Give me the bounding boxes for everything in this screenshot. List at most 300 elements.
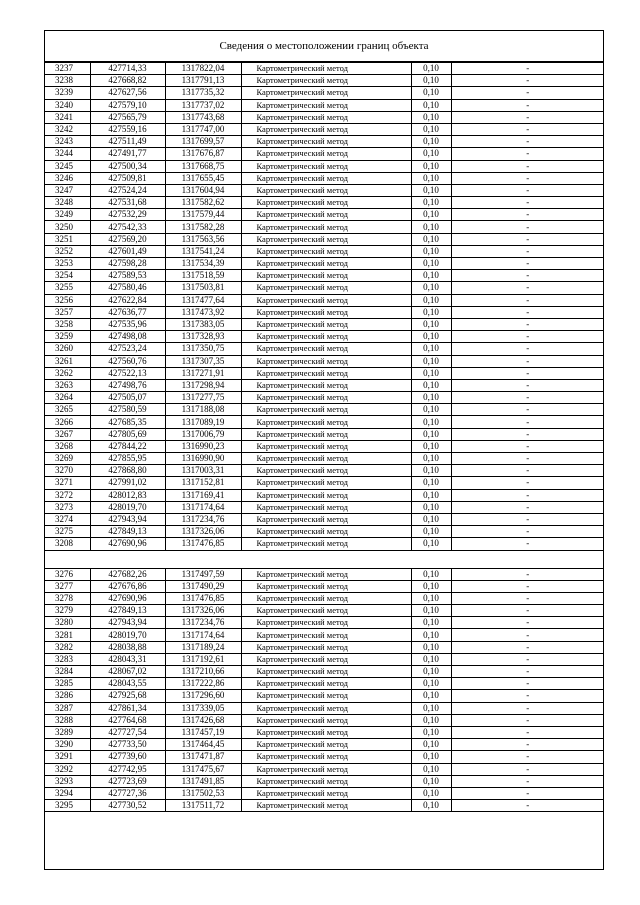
point-number-cell: 3294 <box>45 787 90 799</box>
table-row <box>45 233 604 245</box>
method-cell: Картометрический метод <box>241 726 411 738</box>
note-cell: - <box>451 726 604 738</box>
method-cell: Картометрический метод <box>241 787 411 799</box>
method-cell: Картометрический метод <box>241 172 411 184</box>
point-number-cell: 3240 <box>45 99 90 111</box>
coordinates-table <box>45 62 604 812</box>
method-cell: Картометрический метод <box>241 751 411 763</box>
x-coordinate-cell: 427676,86 <box>90 580 165 592</box>
x-coordinate-cell: 427627,56 <box>90 87 165 99</box>
y-coordinate-cell: 1317457,19 <box>165 726 241 738</box>
note-cell: - <box>451 653 604 665</box>
method-cell: Картометрический метод <box>241 282 411 294</box>
accuracy-cell: 0,10 <box>411 653 451 665</box>
x-coordinate-cell: 427636,77 <box>90 306 165 318</box>
y-coordinate-cell: 1317541,24 <box>165 245 241 257</box>
accuracy-cell: 0,10 <box>411 605 451 617</box>
accuracy-cell: 0,10 <box>411 690 451 702</box>
point-number-cell: 3242 <box>45 123 90 135</box>
table-row <box>45 379 604 391</box>
note-cell: - <box>451 87 604 99</box>
note-cell: - <box>451 538 604 550</box>
table-row <box>45 568 604 580</box>
y-coordinate-cell: 1317296,60 <box>165 690 241 702</box>
table-row <box>45 763 604 775</box>
method-cell: Картометрический метод <box>241 123 411 135</box>
x-coordinate-cell: 427511,49 <box>90 136 165 148</box>
method-cell: Картометрический метод <box>241 605 411 617</box>
method-cell: Картометрический метод <box>241 538 411 550</box>
accuracy-cell: 0,10 <box>411 568 451 580</box>
y-coordinate-cell: 1317307,35 <box>165 355 241 367</box>
x-coordinate-cell: 427589,53 <box>90 270 165 282</box>
y-coordinate-cell: 1317326,06 <box>165 526 241 538</box>
accuracy-cell: 0,10 <box>411 526 451 538</box>
accuracy-cell: 0,10 <box>411 629 451 641</box>
accuracy-cell: 0,10 <box>411 221 451 233</box>
x-coordinate-cell: 427498,76 <box>90 379 165 391</box>
point-number-cell: 3243 <box>45 136 90 148</box>
x-coordinate-cell: 427532,29 <box>90 209 165 221</box>
x-coordinate-cell: 427742,95 <box>90 763 165 775</box>
method-cell: Картометрический метод <box>241 513 411 525</box>
table-row <box>45 629 604 641</box>
x-coordinate-cell: 427727,36 <box>90 787 165 799</box>
method-cell: Картометрический метод <box>241 416 411 428</box>
accuracy-cell: 0,10 <box>411 489 451 501</box>
note-cell: - <box>451 416 604 428</box>
accuracy-cell: 0,10 <box>411 160 451 172</box>
note-cell: - <box>451 690 604 702</box>
table-row <box>45 440 604 452</box>
y-coordinate-cell: 1317169,41 <box>165 489 241 501</box>
y-coordinate-cell: 1317743,68 <box>165 111 241 123</box>
table-row <box>45 678 604 690</box>
note-cell: - <box>451 221 604 233</box>
note-cell: - <box>451 318 604 330</box>
x-coordinate-cell: 427622,84 <box>90 294 165 306</box>
point-number-cell: 3250 <box>45 221 90 233</box>
note-cell: - <box>451 148 604 160</box>
x-coordinate-cell: 427855,95 <box>90 453 165 465</box>
table-row <box>45 605 604 617</box>
y-coordinate-cell: 1317089,19 <box>165 416 241 428</box>
accuracy-cell: 0,10 <box>411 75 451 87</box>
accuracy-cell: 0,10 <box>411 99 451 111</box>
table-row <box>45 690 604 702</box>
x-coordinate-cell: 427569,20 <box>90 233 165 245</box>
y-coordinate-cell: 1317822,04 <box>165 63 241 75</box>
method-cell: Картометрический метод <box>241 111 411 123</box>
y-coordinate-cell: 1317497,59 <box>165 568 241 580</box>
note-cell: - <box>451 775 604 787</box>
table-row <box>45 355 604 367</box>
y-coordinate-cell: 1317579,44 <box>165 209 241 221</box>
note-cell: - <box>451 306 604 318</box>
x-coordinate-cell: 427727,54 <box>90 726 165 738</box>
note-cell: - <box>451 367 604 379</box>
point-number-cell: 3293 <box>45 775 90 787</box>
separator-cell <box>45 550 604 568</box>
x-coordinate-cell: 427849,13 <box>90 526 165 538</box>
x-coordinate-cell: 428012,83 <box>90 489 165 501</box>
method-cell: Картометрический метод <box>241 136 411 148</box>
table-row <box>45 172 604 184</box>
method-cell: Картометрический метод <box>241 197 411 209</box>
note-cell: - <box>451 592 604 604</box>
point-number-cell: 3259 <box>45 331 90 343</box>
y-coordinate-cell: 1317503,81 <box>165 282 241 294</box>
method-cell: Картометрический метод <box>241 343 411 355</box>
point-number-cell: 3270 <box>45 465 90 477</box>
method-cell: Картометрический метод <box>241 87 411 99</box>
accuracy-cell: 0,10 <box>411 392 451 404</box>
point-number-cell: 3267 <box>45 428 90 440</box>
y-coordinate-cell: 1317737,02 <box>165 99 241 111</box>
x-coordinate-cell: 427682,26 <box>90 568 165 580</box>
note-cell: - <box>451 568 604 580</box>
point-number-cell: 3288 <box>45 714 90 726</box>
table-row <box>45 739 604 751</box>
method-cell: Картометрический метод <box>241 592 411 604</box>
y-coordinate-cell: 1317350,75 <box>165 343 241 355</box>
x-coordinate-cell: 427991,02 <box>90 477 165 489</box>
x-coordinate-cell: 427601,49 <box>90 245 165 257</box>
accuracy-cell: 0,10 <box>411 306 451 318</box>
accuracy-cell: 0,10 <box>411 501 451 513</box>
accuracy-cell: 0,10 <box>411 739 451 751</box>
x-coordinate-cell: 427868,80 <box>90 465 165 477</box>
accuracy-cell: 0,10 <box>411 702 451 714</box>
x-coordinate-cell: 427524,24 <box>90 184 165 196</box>
method-cell: Картометрический метод <box>241 379 411 391</box>
method-cell: Картометрический метод <box>241 160 411 172</box>
method-cell: Картометрический метод <box>241 440 411 452</box>
accuracy-cell: 0,10 <box>411 453 451 465</box>
note-cell: - <box>451 739 604 751</box>
note-cell: - <box>451 99 604 111</box>
table-row <box>45 526 604 538</box>
point-number-cell: 3249 <box>45 209 90 221</box>
accuracy-cell: 0,10 <box>411 123 451 135</box>
method-cell: Картометрический метод <box>241 63 411 75</box>
note-cell: - <box>451 245 604 257</box>
y-coordinate-cell: 1317222,86 <box>165 678 241 690</box>
point-number-cell: 3269 <box>45 453 90 465</box>
accuracy-cell: 0,10 <box>411 318 451 330</box>
point-number-cell: 3287 <box>45 702 90 714</box>
y-coordinate-cell: 1317475,67 <box>165 763 241 775</box>
accuracy-cell: 0,10 <box>411 787 451 799</box>
x-coordinate-cell: 427690,96 <box>90 538 165 550</box>
accuracy-cell: 0,10 <box>411 136 451 148</box>
accuracy-cell: 0,10 <box>411 148 451 160</box>
accuracy-cell: 0,10 <box>411 233 451 245</box>
y-coordinate-cell: 1317383,05 <box>165 318 241 330</box>
x-coordinate-cell: 428038,88 <box>90 641 165 653</box>
table-row <box>45 258 604 270</box>
x-coordinate-cell: 427849,13 <box>90 605 165 617</box>
point-number-cell: 3265 <box>45 404 90 416</box>
y-coordinate-cell: 1317271,91 <box>165 367 241 379</box>
table-row <box>45 751 604 763</box>
method-cell: Картометрический метод <box>241 221 411 233</box>
y-coordinate-cell: 1317604,94 <box>165 184 241 196</box>
point-number-cell: 3247 <box>45 184 90 196</box>
accuracy-cell: 0,10 <box>411 343 451 355</box>
note-cell: - <box>451 477 604 489</box>
note-cell: - <box>451 453 604 465</box>
table-row <box>45 513 604 525</box>
y-coordinate-cell: 1317791,13 <box>165 75 241 87</box>
note-cell: - <box>451 136 604 148</box>
method-cell: Картометрический метод <box>241 489 411 501</box>
method-cell: Картометрический метод <box>241 526 411 538</box>
method-cell: Картометрический метод <box>241 355 411 367</box>
accuracy-cell: 0,10 <box>411 428 451 440</box>
y-coordinate-cell: 1317655,45 <box>165 172 241 184</box>
point-number-cell: 3245 <box>45 160 90 172</box>
table-row <box>45 666 604 678</box>
note-cell: - <box>451 666 604 678</box>
note-cell: - <box>451 501 604 513</box>
note-cell: - <box>451 392 604 404</box>
method-cell: Картометрический метод <box>241 739 411 751</box>
table-row <box>45 136 604 148</box>
table-row <box>45 75 604 87</box>
y-coordinate-cell: 1317747,00 <box>165 123 241 135</box>
point-number-cell: 3266 <box>45 416 90 428</box>
accuracy-cell: 0,10 <box>411 678 451 690</box>
point-number-cell: 3208 <box>45 538 90 550</box>
method-cell: Картометрический метод <box>241 270 411 282</box>
x-coordinate-cell: 427531,68 <box>90 197 165 209</box>
point-number-cell: 3241 <box>45 111 90 123</box>
table-row <box>45 653 604 665</box>
table-row <box>45 245 604 257</box>
accuracy-cell: 0,10 <box>411 355 451 367</box>
point-number-cell: 3252 <box>45 245 90 257</box>
table-row <box>45 714 604 726</box>
accuracy-cell: 0,10 <box>411 641 451 653</box>
note-cell: - <box>451 513 604 525</box>
point-number-cell: 3295 <box>45 800 90 812</box>
x-coordinate-cell: 427522,13 <box>90 367 165 379</box>
point-number-cell: 3260 <box>45 343 90 355</box>
method-cell: Картометрический метод <box>241 367 411 379</box>
x-coordinate-cell: 427805,69 <box>90 428 165 440</box>
note-cell: - <box>451 258 604 270</box>
accuracy-cell: 0,10 <box>411 245 451 257</box>
y-coordinate-cell: 1317464,45 <box>165 739 241 751</box>
table-row <box>45 538 604 550</box>
document-frame <box>44 30 604 870</box>
x-coordinate-cell: 427565,79 <box>90 111 165 123</box>
point-number-cell: 3280 <box>45 617 90 629</box>
table-row <box>45 282 604 294</box>
table-row <box>45 99 604 111</box>
method-cell: Картометрический метод <box>241 184 411 196</box>
accuracy-cell: 0,10 <box>411 87 451 99</box>
point-number-cell: 3248 <box>45 197 90 209</box>
table-row <box>45 160 604 172</box>
x-coordinate-cell: 427542,33 <box>90 221 165 233</box>
method-cell: Картометрический метод <box>241 501 411 513</box>
table-row <box>45 197 604 209</box>
point-number-cell: 3283 <box>45 653 90 665</box>
y-coordinate-cell: 1317491,85 <box>165 775 241 787</box>
point-number-cell: 3279 <box>45 605 90 617</box>
y-coordinate-cell: 1317339,05 <box>165 702 241 714</box>
y-coordinate-cell: 1317189,24 <box>165 641 241 653</box>
point-number-cell: 3251 <box>45 233 90 245</box>
x-coordinate-cell: 427668,82 <box>90 75 165 87</box>
y-coordinate-cell: 1317534,39 <box>165 258 241 270</box>
point-number-cell: 3289 <box>45 726 90 738</box>
point-number-cell: 3253 <box>45 258 90 270</box>
note-cell: - <box>451 270 604 282</box>
method-cell: Картометрический метод <box>241 75 411 87</box>
table-row <box>45 148 604 160</box>
note-cell: - <box>451 465 604 477</box>
y-coordinate-cell: 1317152,81 <box>165 477 241 489</box>
table-row <box>45 209 604 221</box>
accuracy-cell: 0,10 <box>411 416 451 428</box>
note-cell: - <box>451 294 604 306</box>
table-row <box>45 428 604 440</box>
point-number-cell: 3256 <box>45 294 90 306</box>
y-coordinate-cell: 1316990,23 <box>165 440 241 452</box>
table-row <box>45 270 604 282</box>
method-cell: Картометрический метод <box>241 629 411 641</box>
note-cell: - <box>451 209 604 221</box>
y-coordinate-cell: 1317003,31 <box>165 465 241 477</box>
table-row <box>45 477 604 489</box>
x-coordinate-cell: 427580,59 <box>90 404 165 416</box>
y-coordinate-cell: 1317234,76 <box>165 617 241 629</box>
accuracy-cell: 0,10 <box>411 726 451 738</box>
note-cell: - <box>451 440 604 452</box>
method-cell: Картометрический метод <box>241 666 411 678</box>
y-coordinate-cell: 1317582,28 <box>165 221 241 233</box>
y-coordinate-cell: 1317563,56 <box>165 233 241 245</box>
accuracy-cell: 0,10 <box>411 404 451 416</box>
y-coordinate-cell: 1317210,66 <box>165 666 241 678</box>
x-coordinate-cell: 427943,94 <box>90 513 165 525</box>
table-row <box>45 617 604 629</box>
accuracy-cell: 0,10 <box>411 258 451 270</box>
point-number-cell: 3237 <box>45 63 90 75</box>
note-cell: - <box>451 184 604 196</box>
method-cell: Картометрический метод <box>241 306 411 318</box>
y-coordinate-cell: 1317735,32 <box>165 87 241 99</box>
table-row <box>45 453 604 465</box>
y-coordinate-cell: 1317328,93 <box>165 331 241 343</box>
method-cell: Картометрический метод <box>241 678 411 690</box>
method-cell: Картометрический метод <box>241 800 411 812</box>
table-row <box>45 367 604 379</box>
note-cell: - <box>451 197 604 209</box>
note-cell: - <box>451 702 604 714</box>
note-cell: - <box>451 379 604 391</box>
y-coordinate-cell: 1317676,87 <box>165 148 241 160</box>
y-coordinate-cell: 1317277,75 <box>165 392 241 404</box>
accuracy-cell: 0,10 <box>411 666 451 678</box>
note-cell: - <box>451 282 604 294</box>
method-cell: Картометрический метод <box>241 568 411 580</box>
table-row <box>45 489 604 501</box>
table-row <box>45 221 604 233</box>
y-coordinate-cell: 1317582,62 <box>165 197 241 209</box>
y-coordinate-cell: 1317192,61 <box>165 653 241 665</box>
point-number-cell: 3254 <box>45 270 90 282</box>
method-cell: Картометрический метод <box>241 763 411 775</box>
accuracy-cell: 0,10 <box>411 184 451 196</box>
x-coordinate-cell: 427739,60 <box>90 751 165 763</box>
note-cell: - <box>451 160 604 172</box>
block-separator <box>45 550 604 568</box>
y-coordinate-cell: 1317471,87 <box>165 751 241 763</box>
x-coordinate-cell: 427535,96 <box>90 318 165 330</box>
table-row <box>45 641 604 653</box>
note-cell: - <box>451 800 604 812</box>
y-coordinate-cell: 1317476,85 <box>165 592 241 604</box>
table-row <box>45 404 604 416</box>
x-coordinate-cell: 428019,70 <box>90 629 165 641</box>
document-title: Сведения о местоположении границ объекта <box>45 31 603 62</box>
y-coordinate-cell: 1317502,53 <box>165 787 241 799</box>
note-cell: - <box>451 343 604 355</box>
accuracy-cell: 0,10 <box>411 294 451 306</box>
point-number-cell: 3285 <box>45 678 90 690</box>
note-cell: - <box>451 751 604 763</box>
table-row <box>45 123 604 135</box>
note-cell: - <box>451 233 604 245</box>
accuracy-cell: 0,10 <box>411 538 451 550</box>
note-cell: - <box>451 617 604 629</box>
y-coordinate-cell: 1316990,90 <box>165 453 241 465</box>
table-row <box>45 392 604 404</box>
y-coordinate-cell: 1317511,72 <box>165 800 241 812</box>
table-row <box>45 294 604 306</box>
note-cell: - <box>451 75 604 87</box>
x-coordinate-cell: 427560,76 <box>90 355 165 367</box>
point-number-cell: 3244 <box>45 148 90 160</box>
point-number-cell: 3262 <box>45 367 90 379</box>
x-coordinate-cell: 427733,50 <box>90 739 165 751</box>
table-row <box>45 416 604 428</box>
method-cell: Картометрический метод <box>241 294 411 306</box>
y-coordinate-cell: 1317473,92 <box>165 306 241 318</box>
accuracy-cell: 0,10 <box>411 111 451 123</box>
x-coordinate-cell: 427559,16 <box>90 123 165 135</box>
note-cell: - <box>451 404 604 416</box>
method-cell: Картометрический метод <box>241 453 411 465</box>
x-coordinate-cell: 427714,33 <box>90 63 165 75</box>
table-row <box>45 592 604 604</box>
accuracy-cell: 0,10 <box>411 751 451 763</box>
method-cell: Картометрический метод <box>241 690 411 702</box>
method-cell: Картометрический метод <box>241 99 411 111</box>
point-number-cell: 3276 <box>45 568 90 580</box>
accuracy-cell: 0,10 <box>411 592 451 604</box>
note-cell: - <box>451 629 604 641</box>
note-cell: - <box>451 489 604 501</box>
method-cell: Картометрический метод <box>241 209 411 221</box>
accuracy-cell: 0,10 <box>411 270 451 282</box>
accuracy-cell: 0,10 <box>411 331 451 343</box>
note-cell: - <box>451 641 604 653</box>
